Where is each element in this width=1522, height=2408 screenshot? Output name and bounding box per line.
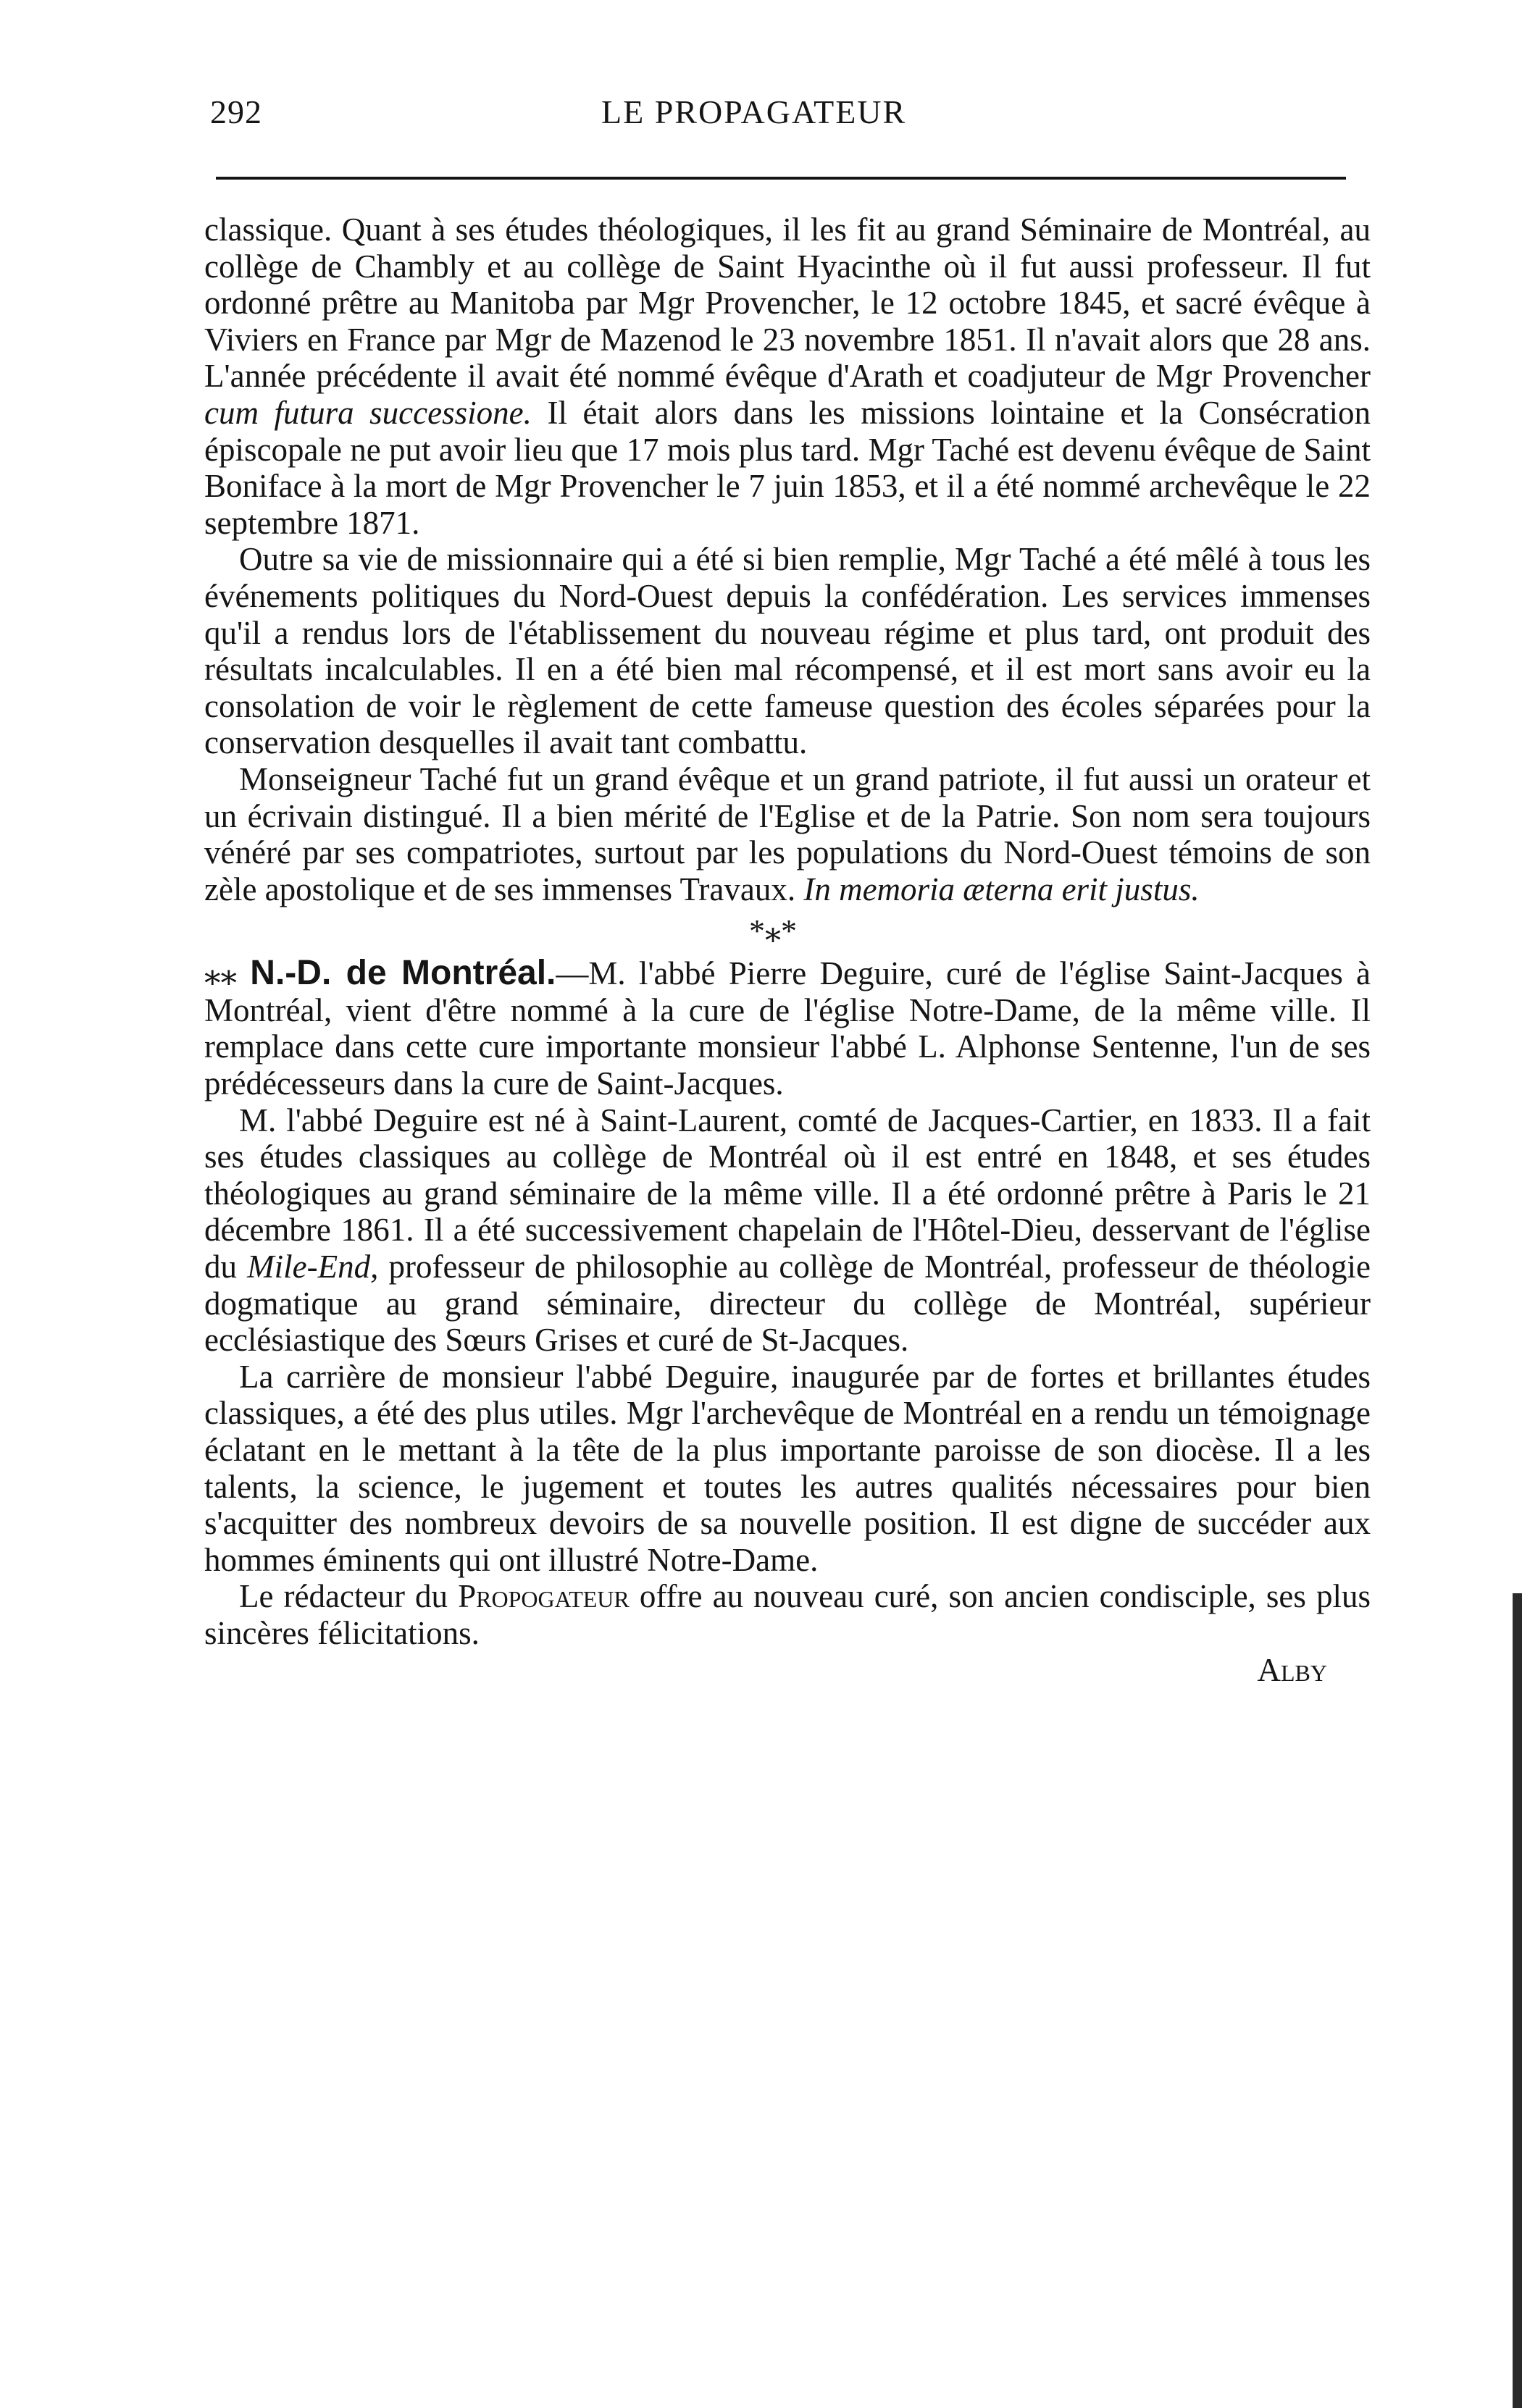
paragraph-tache-tribute [204, 761, 1371, 907]
section-asterism: *⁎* [749, 913, 797, 949]
paragraph-deguire-biography [204, 1102, 1371, 1359]
signature-line [204, 1652, 1371, 1689]
paragraph-tache-politics: Outre sa vie de missionnaire qui a été si bien remplie, Mgr Taché a été mêlé à tous les événements politiques du Nord-Ouest depuis la confédération. Les services immenses qu'il a rendus lors de l'établissement du nouveau régime et plus tard, ont produit des résultats incalculables. Il en a été bien mal récompensé, et il est mort sans avoir eu la consolation de voir le règlement de cette fameuse question des écoles séparées pour la conservation desquelles il avait tant combattu. [204, 541, 1371, 761]
paragraph-congratulations [204, 1578, 1371, 1651]
page-number: 292 [210, 93, 262, 130]
paragraph-deguire-appointment [204, 955, 1371, 1102]
header-rule [216, 177, 1346, 180]
paragraph-text: —M. l'abbé Pierre Deguire, curé de l'église Saint-Jacques à Montréal, vient d'être nommé à la cure de l'église Notre-Dame, de la même ville. Il remplace dans cette cure importante monsieur l'abbé L. Alphonse Sentenne, l'un de ses prédécesseurs dans la cure de Saint-Jacques. [204, 955, 1371, 1102]
running-title: LE PROPAGATEUR [601, 93, 907, 130]
paragraph-text: offre au nouveau curé, son ancien condisciple, ses plus sincères félicitations. [204, 1578, 1371, 1651]
latin-phrase: cum futura successione. [204, 394, 532, 431]
paragraph-text: Monseigneur Taché fut un grand évêque et un grand patriote, il fut aussi un orateur et un écrivain distingué. Il a bien mérité de l'Eglise et de la Patrie. Son nom sera toujours vénéré par ses compatriotes, surtout par les populations du Nord-Ouest témoins de son zèle apostolique et de ses immenses Travaux. [204, 760, 1371, 907]
paragraph-tache-career [204, 211, 1371, 541]
paragraph-text: professeur de philosophie au collège de Montréal, professeur de théologie dogmatique au grand séminaire, directeur du collège de Montréal, supérieur ecclésiastique des Sœurs Grises et curé de St-Jacques. [204, 1249, 1371, 1359]
paragraph-text: Il était alors dans les missions lointaine et la Consécration épiscopale ne put avoir lieu que 17 mois plus tard. Mgr Taché est devenu évêque de Saint Boniface à la mort de Mgr Provencher le 7 juin 1853, et il a été nommé archevêque le 22 septembre 1871. [204, 394, 1371, 541]
running-head [210, 93, 1355, 143]
paragraph-deguire-career: La carrière de monsieur l'abbé Deguire, inaugurée par de fortes et brillantes études classiques, a été des plus utiles. Mgr l'archevêque de Montréal en a rendu un témoignage éclatant en le mettant à la tête de la plus importante paroisse de son diocèse. Il a les talents, la science, le jugement et toutes les autres qualités nécessaires pour bien s'acquitter des nombreux devoirs de sa nouvelle position. Il est digne de succéder aux hommes éminents qui ont illustré Notre-Dame. [204, 1358, 1371, 1578]
paragraph-text: Le rédacteur du [239, 1578, 448, 1615]
paragraph-text: M. l'abbé Deguire est né à Saint-Laurent, comté de Jacques-Cartier, en 1833. Il a fait ses études classiques au collège de Montréal où il est entré en 1848, et ses études théologiques au grand séminaire de la même ville. Il a été ordonné prêtre à Paris le 21 décembre 1861. Il a été successivement chapelain de l'Hôtel-Dieu, desservant de l'église du [204, 1102, 1371, 1285]
scan-edge-shadow [1513, 1593, 1522, 2408]
paragraph-text: classique. Quant à ses études théologiques, il les fit au grand Séminaire de Montréal, au collège de Chambly et au collège de Saint Hyacinthe où il fut aussi professeur. Il fut ordonné prêtre au Manitoba par Mgr Provencher, le 12 octobre 1845, et sacré évêque à Viviers en France par Mgr de Mazenod le 23 novembre 1851. Il n'avait alors que 28 ans. L'année précédente il avait été nommé évêque d'Arath et coadjuteur de Mgr Provencher [204, 211, 1371, 395]
section-heading: N.-D. de Montréal. [250, 954, 556, 993]
author-signature: Alby [1257, 1651, 1327, 1688]
article-body [204, 211, 1371, 1688]
latin-epitaph: In memoria æterna erit justus. [803, 871, 1200, 907]
section-marker: ⁎⁎ [204, 955, 237, 992]
place-name-italic: Mile-End, [247, 1249, 379, 1285]
journal-name: Propogateur [458, 1578, 630, 1615]
